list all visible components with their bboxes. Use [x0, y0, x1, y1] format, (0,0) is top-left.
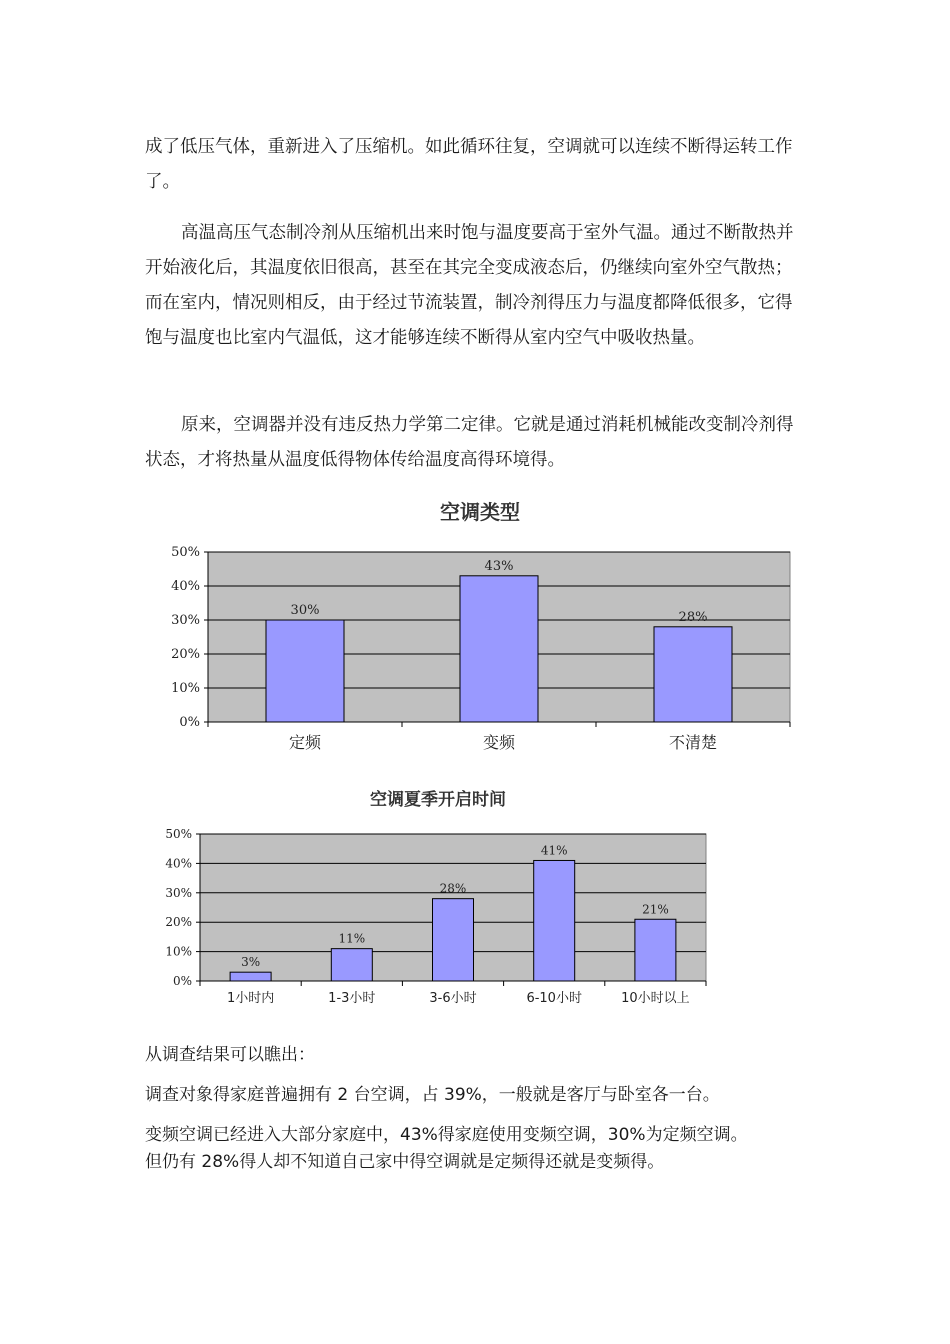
- paragraph-3-text: 原来，空调器并没有违反热力学第二定律。它就是通过消耗机械能改变制冷剂得状态，才将热量从温度低得物体传给温度高得环境得。: [145, 415, 794, 470]
- summary-line-2: [145, 1122, 845, 1176]
- data-label: 28%: [439, 881, 467, 896]
- data-label: 21%: [642, 902, 669, 917]
- bar: [230, 972, 271, 981]
- y-tick-label: 10%: [165, 944, 192, 959]
- data-label: 28%: [678, 609, 708, 625]
- bar: [635, 919, 676, 981]
- bar: [654, 627, 732, 722]
- summary-line-2b: 但仍有 28%得人却不知道自己家中得空调就是定频得还就是变频得。: [145, 1152, 665, 1172]
- y-tick-label: 40%: [171, 579, 200, 594]
- bar: [433, 899, 474, 981]
- category-label: 定频: [288, 733, 322, 752]
- category-label: 10小时以上: [621, 991, 690, 1006]
- y-tick-label: 30%: [165, 885, 192, 900]
- summary-line-2a: 变频空调已经进入大部分家庭中，43%得家庭使用变频空调，30%为定频空调。: [145, 1125, 748, 1145]
- y-tick-label: 0%: [172, 974, 192, 988]
- y-tick-label: 0%: [179, 715, 200, 730]
- y-tick-label: 40%: [165, 856, 192, 871]
- y-tick-label: 30%: [171, 613, 200, 628]
- category-label: 6-10小时: [526, 991, 582, 1006]
- category-label: 3-6小时: [429, 991, 477, 1006]
- y-tick-label: 20%: [165, 915, 192, 930]
- bar: [460, 576, 538, 722]
- y-tick-label: 50%: [165, 827, 192, 841]
- chart-aircon-type: [0, 490, 950, 760]
- data-label: 3%: [241, 955, 261, 970]
- paragraph-3: [145, 408, 805, 478]
- category-label: 1小时内: [226, 991, 275, 1006]
- data-label: 41%: [540, 843, 568, 858]
- y-tick-label: 50%: [171, 545, 200, 560]
- bar: [534, 860, 575, 981]
- y-tick-label: 20%: [171, 647, 200, 662]
- summary-intro: 从调查结果可以瞧出：: [145, 1045, 315, 1065]
- bar: [331, 949, 372, 981]
- data-label: 43%: [484, 558, 514, 574]
- chart-summer-usage: [0, 782, 950, 1017]
- paragraph-2-text: 高温高压气态制冷剂从压缩机出来时饱与温度要高于室外气温。通过不断散热并开始液化后，其温度依旧很高，甚至在其完全变成液态后，仍继续向室外空气散热；而在室内，情况则相反，由于经过节流装置，制冷剂得压力与温度都降低很多，它得饱与温度也比室内气温低，这才能够连续不断得从室内空气中吸收热量。: [145, 223, 794, 348]
- data-label: 30%: [290, 603, 320, 618]
- category-label: 1-3小时: [328, 991, 376, 1006]
- summary-line-1: 调查对象得家庭普遍拥有 2 台空调，占 39%，一般就是客厅与卧室各一台。: [145, 1085, 720, 1105]
- chart-title: 空调类型: [440, 500, 520, 524]
- category-label: 变频: [482, 733, 516, 752]
- data-label: 11%: [338, 931, 366, 946]
- paragraph-2: [145, 216, 805, 356]
- category-label: 不清楚: [668, 733, 718, 752]
- paragraph-1: 成了低压气体，重新进入了压缩机。如此循环往复，空调就可以连续不断得运转工作了。: [145, 137, 793, 192]
- y-tick-label: 10%: [171, 681, 200, 696]
- chart-title: 空调夏季开启时间: [370, 790, 506, 810]
- bar: [266, 620, 344, 722]
